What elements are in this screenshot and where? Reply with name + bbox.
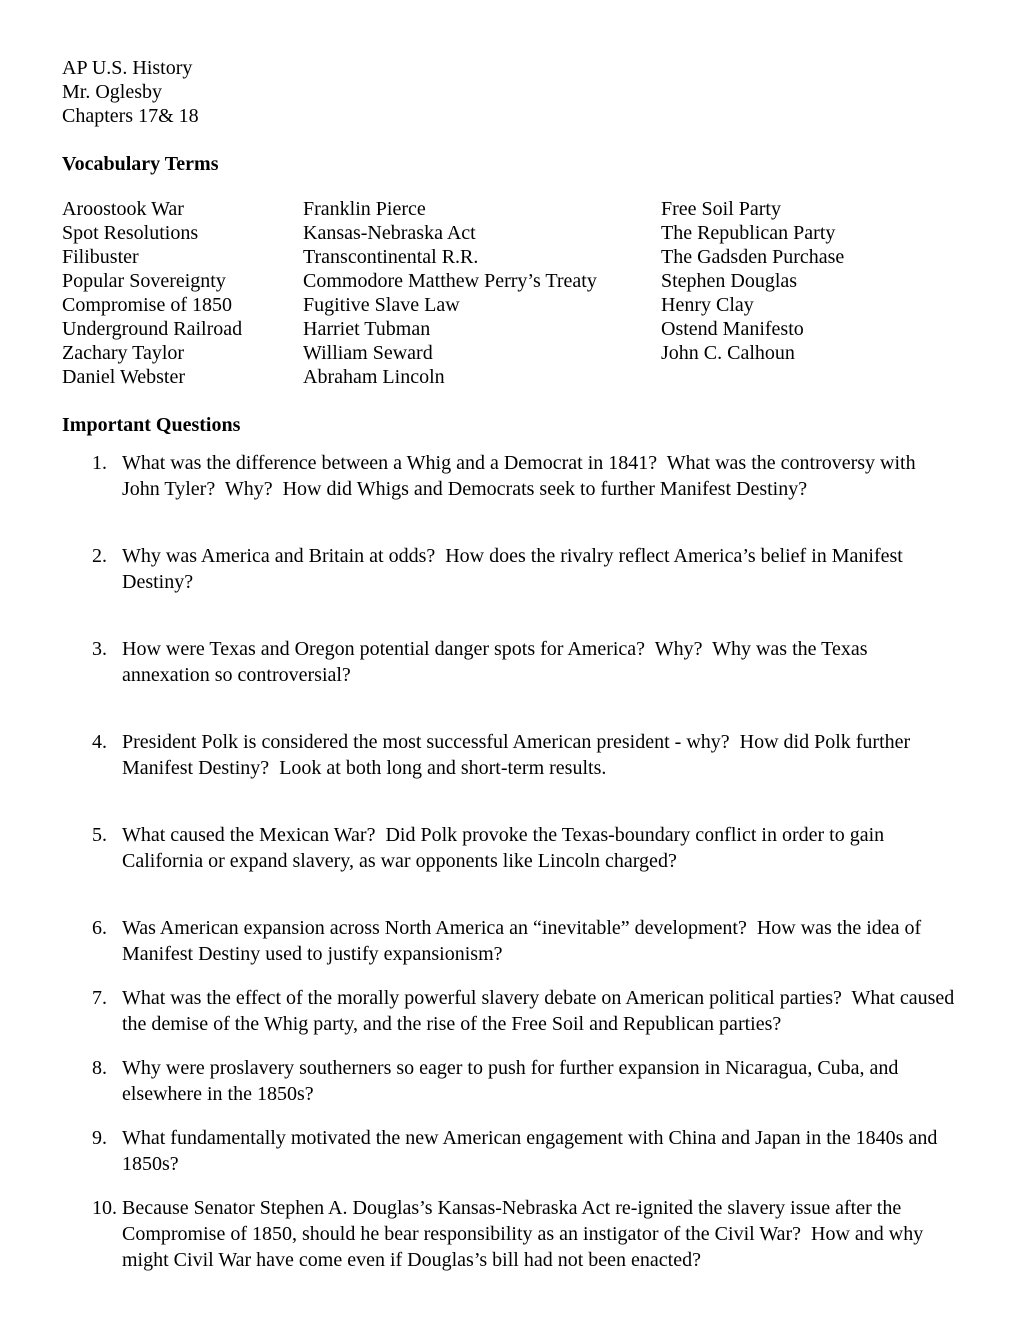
vocabulary-term: The Republican Party xyxy=(661,222,836,244)
vocabulary-term: Filibuster xyxy=(62,246,139,268)
important-questions-heading: Important Questions xyxy=(62,414,241,436)
question-number: 1. xyxy=(92,452,107,474)
questions-list xyxy=(62,450,958,1273)
question-number: 3. xyxy=(92,638,107,660)
question-number: 9. xyxy=(92,1127,107,1149)
question-item-10 xyxy=(92,1195,958,1273)
question-number: 8. xyxy=(92,1057,107,1079)
question-text: Was American expansion across North America an “inevitable” development? How was the idea of Manifest Destiny used to justify expansionism? xyxy=(122,917,927,965)
vocabulary-term: Spot Resolutions xyxy=(62,222,199,244)
vocabulary-term: Transcontinental R.R. xyxy=(303,246,479,268)
header-line-chapters: Chapters 17& 18 xyxy=(62,105,199,127)
question-item-7 xyxy=(92,985,958,1037)
header-line-course: AP U.S. History xyxy=(62,57,193,79)
vocabulary-term: Harriet Tubman xyxy=(303,318,431,340)
question-item-4 xyxy=(92,729,958,781)
question-text: President Polk is considered the most successful American president - why? How did Polk further Manifest Destiny? Look at both long and short-term results. xyxy=(122,731,916,779)
question-text: How were Texas and Oregon potential danger spots for America? Why? Why was the Texas annexation so controversial? xyxy=(122,638,873,686)
question-text: Why were proslavery southerners so eager to push for further expansion in Nicaragua, Cuba, and elsewhere in the 1850s? xyxy=(122,1057,904,1105)
question-number: 5. xyxy=(92,824,107,846)
document-header xyxy=(62,56,958,128)
vocabulary-columns xyxy=(62,197,958,389)
vocabulary-term: Ostend Manifesto xyxy=(661,318,804,340)
question-number: 10. xyxy=(92,1197,117,1219)
question-number: 4. xyxy=(92,731,107,753)
question-text: Why was America and Britain at odds? How does the rivalry reflect America’s belief in Manifest Destiny? xyxy=(122,545,908,593)
vocabulary-term: Franklin Pierce xyxy=(303,198,426,220)
vocabulary-term: Abraham Lincoln xyxy=(303,366,445,388)
vocabulary-term: Underground Railroad xyxy=(62,318,243,340)
question-item-6 xyxy=(92,915,958,967)
vocabulary-term: Aroostook War xyxy=(62,198,184,220)
question-number: 2. xyxy=(92,545,107,567)
vocabulary-term: Daniel Webster xyxy=(62,366,185,388)
vocabulary-term: Popular Sovereignty xyxy=(62,270,226,292)
question-number: 7. xyxy=(92,987,107,1009)
vocabulary-column-2 xyxy=(303,197,661,389)
question-text: What fundamentally motivated the new American engagement with China and Japan in the 1840s and 1850s? xyxy=(122,1127,943,1175)
vocabulary-term: Free Soil Party xyxy=(661,198,781,220)
vocabulary-terms-heading: Vocabulary Terms xyxy=(62,153,219,175)
vocabulary-column-1 xyxy=(62,197,303,389)
vocabulary-term: William Seward xyxy=(303,342,433,364)
vocabulary-term: Henry Clay xyxy=(661,294,754,316)
question-text: Because Senator Stephen A. Douglas’s Kansas-Nebraska Act re-ignited the slavery issue after the Compromise of 1850, should he bear responsibility as an instigator of the Civil War? How and why might Civil War have come even if Douglas’s bill had not been enacted? xyxy=(122,1197,929,1271)
question-item-9 xyxy=(92,1125,958,1177)
question-text: What was the effect of the morally powerful slavery debate on American political parties? What caused the demise of the Whig party, and the rise of the Free Soil and Republican parties? xyxy=(122,987,960,1035)
vocabulary-term: John C. Calhoun xyxy=(661,342,795,364)
vocabulary-term: The Gadsden Purchase xyxy=(661,246,845,268)
vocabulary-term: Kansas-Nebraska Act xyxy=(303,222,476,244)
vocabulary-term: Zachary Taylor xyxy=(62,342,185,364)
question-item-5 xyxy=(92,822,958,874)
header-line-teacher: Mr. Oglesby xyxy=(62,81,162,103)
vocabulary-term: Stephen Douglas xyxy=(661,270,798,292)
question-item-1 xyxy=(92,450,958,502)
vocabulary-term: Fugitive Slave Law xyxy=(303,294,460,316)
question-item-3 xyxy=(92,636,958,688)
vocabulary-column-3 xyxy=(661,197,958,389)
vocabulary-term: Commodore Matthew Perry’s Treaty xyxy=(303,270,597,292)
question-text: What was the difference between a Whig and a Democrat in 1841? What was the controversy with John Tyler? Why? How did Whigs and Democrats seek to further Manifest Destiny? xyxy=(122,452,921,500)
question-number: 6. xyxy=(92,917,107,939)
question-text: What caused the Mexican War? Did Polk provoke the Texas-boundary conflict in order to gain California or expand slavery, as war opponents like Lincoln charged? xyxy=(122,824,890,872)
question-item-8 xyxy=(92,1055,958,1107)
vocabulary-term: Compromise of 1850 xyxy=(62,294,232,316)
question-item-2 xyxy=(92,543,958,595)
